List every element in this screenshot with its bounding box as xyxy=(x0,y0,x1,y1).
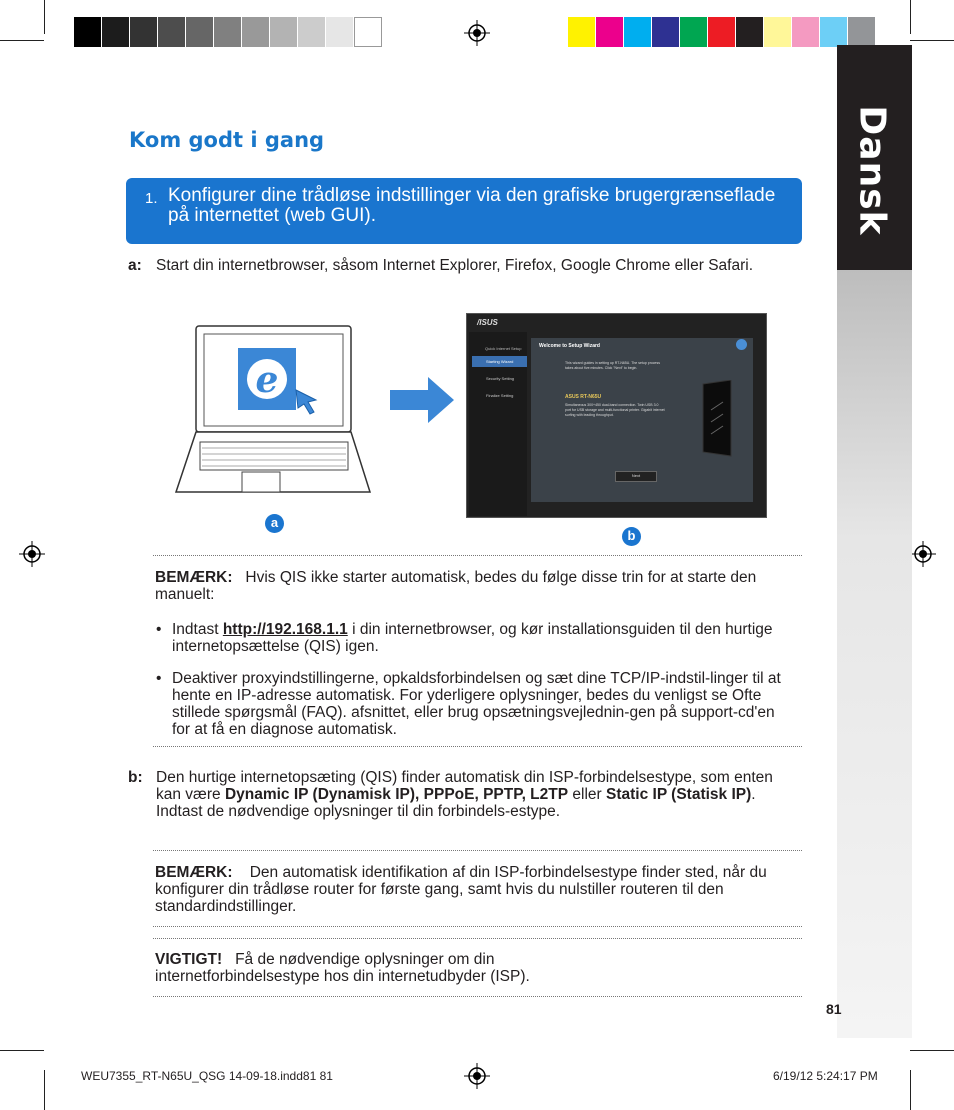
next-button[interactable]: Next xyxy=(615,471,657,482)
registration-mark-icon xyxy=(19,541,45,567)
note1-text: BEMÆRK: Hvis QIS ikke starter automatisk, bedes du følge disse trin for at starte den manuelt: xyxy=(155,569,757,603)
crop-mark xyxy=(0,40,44,41)
divider xyxy=(153,746,802,747)
color-swatch xyxy=(792,17,820,47)
wizard-title: Welcome to Setup Wizard xyxy=(539,343,600,349)
bullet-marker: • xyxy=(156,621,162,638)
section-title: Kom godt i gang xyxy=(129,128,325,152)
color-swatch xyxy=(624,17,652,47)
wizard-features: Simultaneous 300+450 dual-band connection. Twin USB 3.0 port for USB storage and multi-functional printer. Gigabit internet surfing with leading throughput. xyxy=(565,403,665,417)
arrow-right-icon xyxy=(390,377,454,423)
wizard-brand: /ISUS xyxy=(477,318,498,327)
crop-mark xyxy=(910,0,911,34)
color-swatch xyxy=(158,17,186,47)
important-label: VIGTIGT! xyxy=(155,951,223,968)
color-swatch xyxy=(820,17,848,47)
slug-right: 6/19/12 5:24:17 PM xyxy=(773,1069,878,1083)
mouse-cursor-icon xyxy=(292,386,320,416)
color-calibration-bar xyxy=(568,17,876,47)
wizard-model: ASUS RT-N65U xyxy=(565,394,602,400)
color-swatch xyxy=(354,17,382,47)
color-swatch xyxy=(214,17,242,47)
gray-calibration-bar xyxy=(74,17,382,47)
note1-bullet1: Indtast http://192.168.1.1 i din internetbrowser, og kør installationsguiden til den hurtige internetopsættelse (QIS) igen. xyxy=(172,621,773,655)
item-b-text: Den hurtige internetopsæting (QIS) finder automatisk din ISP-forbindelsestype, som enten kan være Dynamic IP (Dynamisk IP), PPPoE, PPTP, L2TP eller Static IP (Statisk IP). Indtast de nødvendige oplysninger til din forbindels-estype. xyxy=(156,769,773,820)
side-tab-label: Dansk xyxy=(851,104,893,236)
svg-text:e: e xyxy=(255,359,279,401)
step-number: 1. xyxy=(145,190,158,207)
registration-mark-icon xyxy=(910,541,936,567)
color-swatch xyxy=(270,17,298,47)
crop-mark xyxy=(44,0,45,34)
color-swatch xyxy=(298,17,326,47)
figure-label-b: b xyxy=(622,527,641,546)
registration-mark-icon xyxy=(464,1063,490,1089)
wizard-menu-item[interactable]: Security Setting xyxy=(486,376,515,381)
divider xyxy=(153,926,802,927)
wizard-menu-header: Quick Internet Setup xyxy=(485,346,522,351)
crop-mark xyxy=(0,1050,44,1051)
color-swatch xyxy=(186,17,214,47)
crop-mark xyxy=(44,1070,45,1110)
wizard-menu-item[interactable]: Starting Wizard xyxy=(472,356,527,367)
wizard-menu-item[interactable]: Finalize Setting xyxy=(486,393,514,398)
page-number: 81 xyxy=(826,1001,842,1017)
browser-icon xyxy=(238,348,296,410)
color-swatch xyxy=(242,17,270,47)
divider xyxy=(153,555,802,556)
color-swatch xyxy=(764,17,792,47)
note1-label: BEMÆRK: xyxy=(155,569,233,586)
item-b-label: b: xyxy=(128,769,143,786)
figure-label-a: a xyxy=(265,514,284,533)
color-swatch xyxy=(596,17,624,47)
crop-mark xyxy=(910,40,954,41)
color-swatch xyxy=(102,17,130,47)
item-a-label: a: xyxy=(128,257,142,274)
step-text: Konfigurer dine trådløse indstillinger via den grafiske brugergrænseflade på internettet (web GUI). xyxy=(168,185,776,226)
router-image xyxy=(695,380,735,458)
color-swatch xyxy=(130,17,158,47)
color-swatch xyxy=(708,17,736,47)
note2-text: BEMÆRK: Den automatisk identifikation af din ISP-forbindelsestype finder sted, når du konfigurer din trådløse router for første gang, samt hvis du nulstiller routeren til den standardindstillinger. xyxy=(155,864,767,915)
setup-wizard-screenshot xyxy=(466,313,767,518)
note1-bullet2: Deaktiver proxyindstillingerne, opkaldsforbindelsen og sæt dine TCP/IP-indstil-linger til at hente en IP-adresse automatisk. For yderligere oplysninger, bedes du venligst se Ofte stillede spørgsmål (FAQ). afsnittet, eller brug opsætningsvejlednin-gen på support-cd'en for at få en diagnose automatisk. xyxy=(172,670,781,738)
registration-mark-icon xyxy=(464,20,490,46)
note2-label: BEMÆRK: xyxy=(155,864,233,881)
divider xyxy=(153,850,802,851)
item-a-text: Start din internetbrowser, såsom Internet Explorer, Firefox, Google Chrome eller Safari. xyxy=(156,257,754,274)
color-swatch xyxy=(326,17,354,47)
slug-left: WEU7355_RT-N65U_QSG 14-09-18.indd81 81 xyxy=(81,1069,333,1083)
home-icon[interactable] xyxy=(736,339,747,350)
color-swatch xyxy=(736,17,764,47)
color-swatch xyxy=(74,17,102,47)
router-url-link[interactable]: http://192.168.1.1 xyxy=(222,621,348,638)
side-gradient xyxy=(837,270,912,1038)
color-swatch xyxy=(652,17,680,47)
crop-mark xyxy=(910,1050,954,1051)
wizard-intro: This wizard guides in setting up RT-N65U. The setup process takes about five minutes. Click "Next" to begin. xyxy=(565,361,661,370)
color-swatch xyxy=(680,17,708,47)
important-text: VIGTIGT! Få de nødvendige oplysninger om din internetforbindelsestype hos din internetudbyder (ISP). xyxy=(155,951,530,985)
crop-mark xyxy=(910,1070,911,1110)
divider xyxy=(153,938,802,939)
color-swatch xyxy=(848,17,876,47)
bullet-marker: • xyxy=(156,670,162,687)
divider xyxy=(153,996,802,997)
color-swatch xyxy=(568,17,596,47)
